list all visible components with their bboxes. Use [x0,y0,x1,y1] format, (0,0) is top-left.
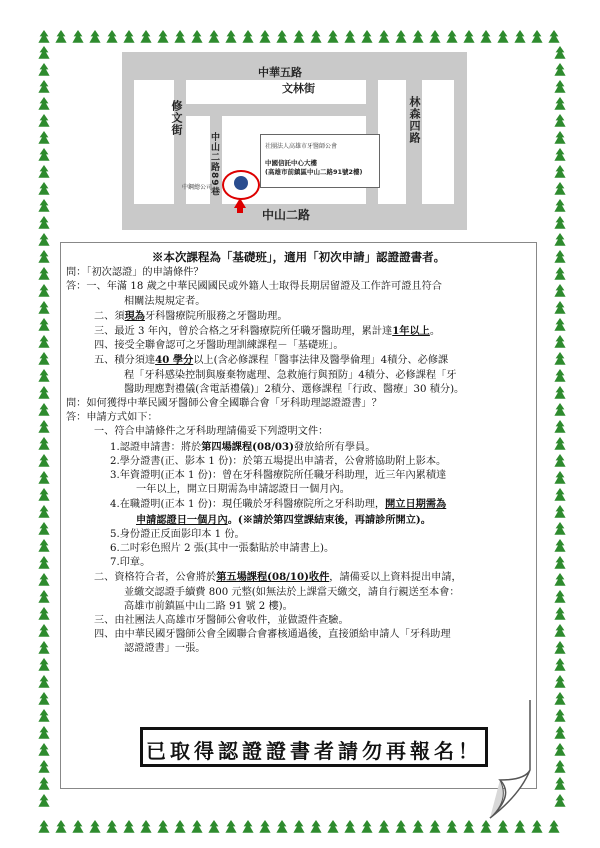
tree-icon [554,267,565,280]
tree-icon [554,335,565,348]
tree-icon [554,97,565,110]
tree-icon [554,556,565,569]
answer-2-item-2-cont: 並繳交認證手續費 800 元整(如無法於上課當天繳交，請自行親送至本會： [124,586,460,598]
venue-org: 社團法人高雄市牙醫師公會 [265,143,338,150]
tree-icon [38,658,49,671]
doc-item-2: 2.學分證書(正、影本 1 份)：於第五場提出申請者，公會將協助附上影本。 [110,455,447,467]
tree-icon [38,454,49,467]
tree-icon [38,114,49,127]
tree-icon [378,820,389,833]
tree-icon [327,820,338,833]
tree-icon [497,30,508,43]
tree-icon [38,471,49,484]
tree-icon [310,820,321,833]
doc-item-1: 1.認證申請書：將於第四場課程(08/03)發放給所有學員。 [110,440,376,453]
tree-icon [38,233,49,246]
tree-icon [554,131,565,144]
tree-icon [378,30,389,43]
tree-icon [554,709,565,722]
tree-icon [554,284,565,297]
tree-icon [554,573,565,586]
tree-icon [208,30,219,43]
tree-icon [554,539,565,552]
tree-icon [554,216,565,229]
tree-icon [191,30,202,43]
tree-icon [554,420,565,433]
tree-icon [38,539,49,552]
tree-icon [514,30,525,43]
tree-icon [554,233,565,246]
tree-icon [310,30,321,43]
tree-icon [38,607,49,620]
road-right-label: 林森四路 [408,96,421,144]
tree-icon [554,386,565,399]
answer-2-item-2: 二、資格符合者，公會將於第五場課程(08/10)收件，請備妥以上資料提出申請， [94,571,462,584]
road-bottom-label: 中山二路 [262,208,311,222]
location-marker [222,170,260,200]
tree-icon [554,488,565,501]
tree-icon [38,403,49,416]
tree-icon [38,301,49,314]
page-curl-icon [460,700,550,820]
tree-icon [446,30,457,43]
doc-item-3-cont: 一年以上，開立日期需為申請認證日一個月內。 [136,484,350,496]
tree-icon [38,46,49,59]
tree-icon [191,820,202,833]
answer-1-item-2: 二、須現為牙科醫療院所服務之牙醫助理。 [94,309,288,322]
tree-icon [554,80,565,93]
tree-icon [412,820,423,833]
answer-2-item-2-cont2: 高雄市前鎮區中山二路 91 號 2 樓)。 [124,600,293,612]
tree-icon [38,794,49,807]
doc-item-5: 5.身份證正反面影印本 1 份。 [110,528,245,540]
tree-icon [554,63,565,76]
tree-icon [55,30,66,43]
tree-icon [38,726,49,739]
tree-icon [38,505,49,518]
doc-item-4-cont: 申請認證日一個月內。(※請於第四堂課結束後，再請診所開立)。 [136,513,431,526]
tree-icon [38,80,49,93]
tree-icon [554,607,565,620]
tree-icon [554,199,565,212]
tree-icon [554,590,565,603]
tree-icon [38,760,49,773]
answer-2-item-4-cont: 認證證書」一張。 [124,643,206,655]
tree-icon [38,590,49,603]
small-building-label: 中鋼總公司 [182,184,213,191]
tree-icon [38,182,49,195]
tree-icon [554,692,565,705]
tree-icon [140,30,151,43]
tree-icon [429,820,440,833]
tree-icon [38,675,49,688]
location-map [122,52,467,230]
tree-icon [38,165,49,178]
tree-icon [554,182,565,195]
venue-building [260,134,380,188]
tree-icon [259,820,270,833]
doc-item-7: 7.印章。 [110,557,151,569]
tree-icon [554,726,565,739]
seal-icon [234,176,248,190]
tree-icon [242,30,253,43]
tree-icon [327,30,338,43]
tree-icon [276,820,287,833]
tree-icon [554,165,565,178]
tree-icon [276,30,287,43]
answer-1-item-3: 三、最近 3 年內，曾於合格之牙科醫療院所任職牙醫助理，累計達1年以上。 [94,325,441,338]
tree-icon [480,820,491,833]
tree-icon [554,777,565,790]
tree-icon [38,267,49,280]
tree-icon [225,30,236,43]
answer-1-item-4: 四、接受全聯會認可之牙醫助理訓練課程－「基礎班」。 [94,340,344,352]
tree-icon [140,820,151,833]
answer-2-item-1: 一、符合申請條件之牙科助理請備妥下列證明文件： [94,426,329,438]
answer-2-item-4: 四、由中華民國牙醫師公會全國聯合會審核通過後，直接頒給申請人「牙科助理 [94,629,451,641]
tree-icon [106,30,117,43]
tree-icon [55,820,66,833]
tree-icon [554,471,565,484]
tree-icon [123,30,134,43]
answer-2-item-3: 三、由社團法人高雄市牙醫師公會收件，並做證件查驗。 [94,615,349,627]
tree-icon [174,30,185,43]
road-mid-label: 文林街 [282,82,315,95]
answer-2-head: 答：申請方式如下： [66,412,158,424]
tree-icon [554,505,565,518]
tree-icon [38,692,49,705]
question-2: 問：如何獲得中華民國牙醫師公會全國聯合會「牙科助理認證證書」？ [66,398,382,410]
document-body [66,250,531,657]
tree-icon [72,30,83,43]
tree-icon [38,97,49,110]
tree-icon [72,820,83,833]
tree-icon [38,148,49,161]
answer-1-item-5-cont2: 醫助理應對禮儀(含電話禮儀)」2積分、選修課程「行政、醫療」30 積分)。 [124,383,465,395]
tree-icon [174,820,185,833]
tree-icon [38,820,49,833]
tree-icon [463,30,474,43]
tree-icon [361,30,372,43]
tree-icon [38,641,49,654]
tree-icon [554,522,565,535]
tree-icon [38,556,49,569]
answer-1-item-5: 五、積分須達40 學分以上(含必修課程「醫事法律及醫學倫理」4積分、必修課 [94,354,449,367]
tree-icon [38,284,49,297]
tree-icon [38,216,49,229]
tree-icon [208,820,219,833]
road-top-label: 中華五路 [258,66,302,79]
tree-icon [554,624,565,637]
tree-icon [554,352,565,365]
tree-icon [38,743,49,756]
tree-icon [361,820,372,833]
tree-icon [293,820,304,833]
tree-icon [38,63,49,76]
answer-1-item-1-cont: 相關法規規定者。 [124,295,206,307]
tree-icon [38,624,49,637]
tree-icon [395,820,406,833]
tree-icon [38,573,49,586]
question-1: 問：「初次認證」的申請條件？ [66,267,204,279]
tree-icon [554,675,565,688]
tree-icon [38,369,49,382]
tree-icon [259,30,270,43]
tree-icon [554,369,565,382]
tree-icon [89,30,100,43]
tree-icon [344,820,355,833]
tree-icon [531,30,542,43]
tree-icon [514,820,525,833]
road-diag-label: 中山二路89巷 [209,132,219,197]
tree-icon [38,335,49,348]
tree-icon [106,820,117,833]
tree-icon [554,437,565,450]
tree-icon [38,131,49,144]
tree-icon [531,820,542,833]
tree-icon [554,46,565,59]
tree-icon [38,420,49,433]
doc-item-3: 3.年資證明(正本 1 份)：曾在牙科醫療院所任職牙科助理，近三年內累積達 [110,470,447,482]
tree-icon [554,760,565,773]
tree-icon [554,403,565,416]
tree-icon [293,30,304,43]
tree-icon [89,820,100,833]
tree-icon [38,777,49,790]
tree-icon [497,820,508,833]
tree-icon [38,488,49,501]
tree-icon [123,820,134,833]
tree-icon [38,522,49,535]
tree-icon [554,148,565,161]
tree-icon [412,30,423,43]
tree-icon [225,820,236,833]
tree-icon [446,820,457,833]
doc-item-4: 4.在職證明(正本 1 份)：現任職於牙科醫療院所之牙科助理，開立日期需為 [110,498,447,511]
tree-icon [38,709,49,722]
tree-icon [554,250,565,263]
tree-icon [548,820,559,833]
answer-1-item-5-cont: 程「牙科感染控制與廢棄物處理、急救施行與預防」4積分、必修課程「牙 [124,369,457,381]
warning-banner: 已取得認證證書者請勿再報名！ [140,727,488,767]
tree-icon [395,30,406,43]
tree-icon [554,743,565,756]
tree-icon [344,30,355,43]
tree-icon [554,658,565,671]
tree-icon [554,454,565,467]
tree-icon [38,250,49,263]
doc-title: ※本次課程為「基礎班」，適用「初次申請」認證證書者。 [151,250,446,264]
tree-icon [38,199,49,212]
tree-icon [429,30,440,43]
tree-icon [463,820,474,833]
tree-icon [480,30,491,43]
tree-icon [38,30,49,43]
tree-icon [38,386,49,399]
tree-icon [38,437,49,450]
doc-item-6: 6.二吋彩色照片 2 張(其中一張黏貼於申請書上)。 [110,543,335,555]
tree-icon [38,318,49,331]
venue-address: 中國信託中心大樓 (高雄市前鎮區中山二路91號2樓) [265,159,363,176]
road-left-label: 修文街 [170,100,183,136]
tree-icon [554,641,565,654]
tree-icon [157,820,168,833]
answer-1-item-1: 答：一、年滿 18 歲之中華民國國民或外籍人士取得長期居留證及工作許可證且符合 [66,281,442,293]
tree-icon [554,301,565,314]
tree-icon [157,30,168,43]
tree-icon [554,318,565,331]
tree-icon [554,794,565,807]
tree-icon [554,114,565,127]
tree-icon [38,352,49,365]
tree-icon [242,820,253,833]
tree-icon [548,30,559,43]
